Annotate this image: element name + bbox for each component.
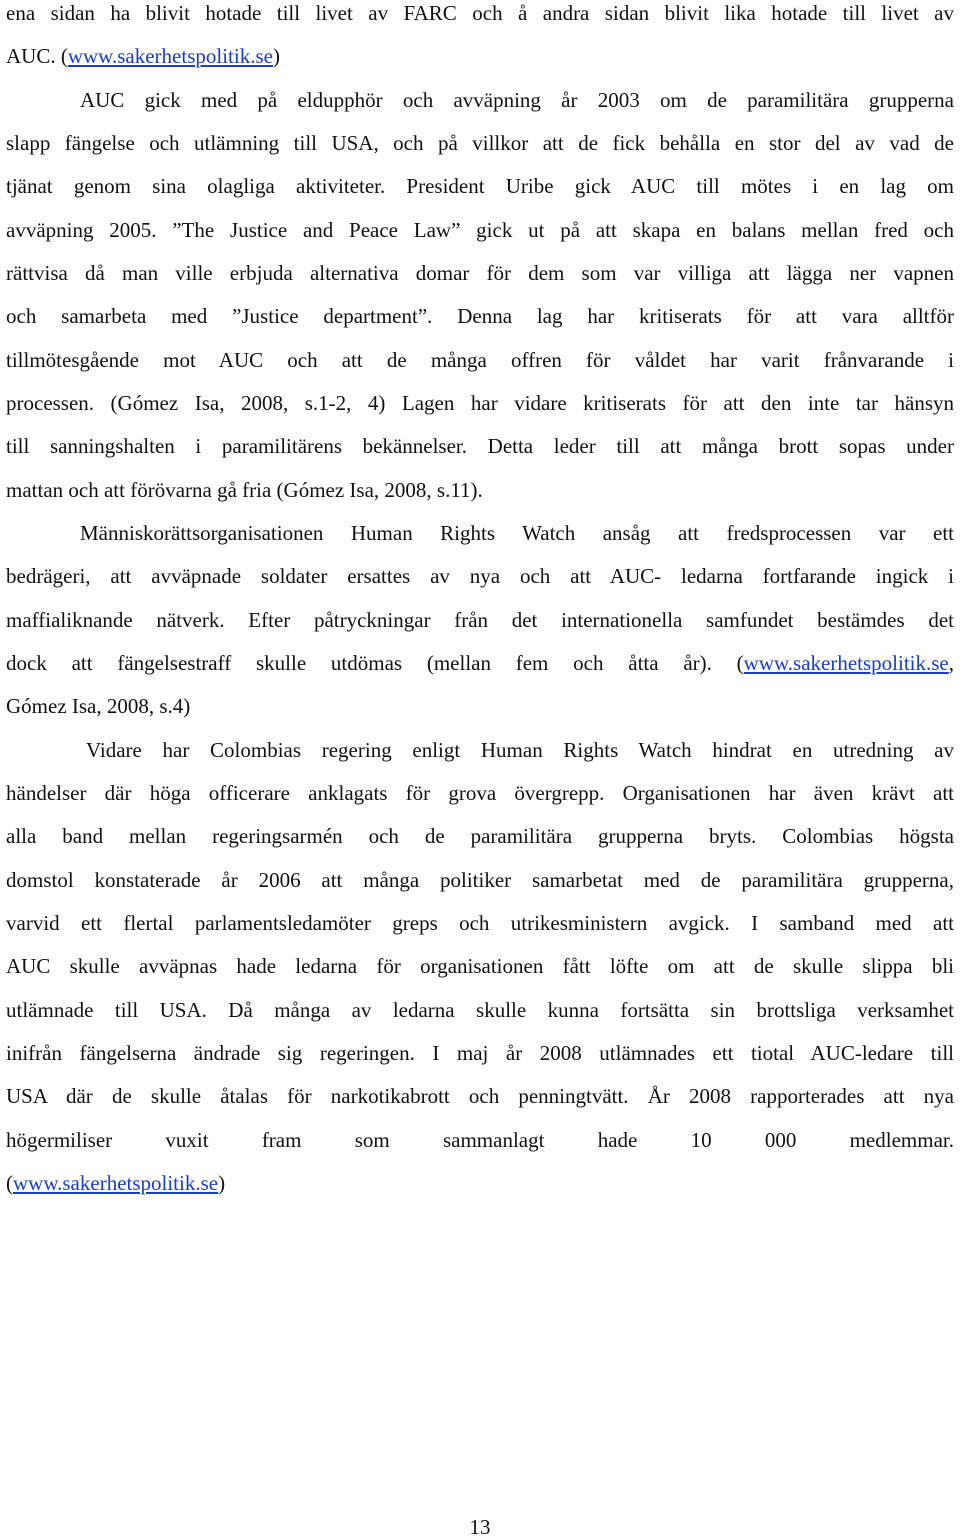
text-line: till sanningshalten i paramilitärens bekännelser. Detta leder till att många brott sopas under bbox=[6, 434, 954, 458]
text-span: AUC. ( bbox=[6, 44, 68, 68]
text-line: maffialiknande nätverk. Efter påtryckningar från det internationella samfundet bestämdes det bbox=[6, 608, 954, 632]
text-line: USA där de skulle åtalas för narkotikabrott och penningtvätt. År 2008 rapporterades att nya bbox=[6, 1084, 954, 1108]
text-line: tjänat genom sina olagliga aktiviteter. President Uribe gick AUC till mötes i en lag om bbox=[6, 174, 954, 198]
text-line: inifrån fängelserna ändrade sig regeringen. I maj år 2008 utlämnades ett tiotal AUC-ledare till bbox=[6, 1041, 954, 1065]
text-span: ( bbox=[6, 1171, 13, 1195]
text-line: rättvisa då man ville erbjuda alternativa domar för dem som var villiga att lägga ner vapnen bbox=[6, 261, 954, 285]
text-line: och samarbeta med ”Justice department”. Denna lag har kritiserats för att vara alltför bbox=[6, 304, 954, 328]
source-link[interactable]: www.sakerhetspolitik.se bbox=[743, 651, 949, 675]
text-line: mattan och att förövarna gå fria (Gómez Isa, 2008, s.11). bbox=[6, 478, 483, 502]
text-line: slapp fängelse och utlämning till USA, och på villkor att de fick behålla en stor del av vad de bbox=[6, 131, 954, 155]
paragraph-first-line: Vidare har Colombias regering enligt Human Rights Watch hindrat en utredning av bbox=[86, 738, 954, 762]
text-line: högermiliser vuxit fram som sammanlagt hade 10 000 medlemmar. bbox=[6, 1128, 954, 1152]
paragraph-first-line: Människorättsorganisationen Human Rights Watch ansåg att fredsprocessen var ett bbox=[80, 521, 954, 545]
text-span: ) bbox=[272, 44, 280, 68]
text-line: Gómez Isa, 2008, s.4) bbox=[6, 694, 191, 718]
text-line: ena sidan ha blivit hotade till livet av FARC och å andra sidan blivit lika hotade till livet av bbox=[6, 1, 954, 25]
paragraph-first-line: AUC gick med på eldupphör och avväpning år 2003 om de paramilitära grupperna bbox=[80, 88, 954, 112]
text-line bbox=[6, 650, 954, 676]
text-line: domstol konstaterade år 2006 att många politiker samarbetat med de paramilitära grupperna, bbox=[6, 868, 954, 892]
text-line: AUC skulle avväpnas hade ledarna för organisationen fått löfte om att de skulle slippa bli bbox=[6, 954, 954, 978]
text-line: händelser där höga officerare anklagats för grova övergrepp. Organisationen har även krävt att bbox=[6, 781, 954, 805]
source-link[interactable]: www.sakerhetspolitik.se bbox=[67, 44, 273, 68]
text-line bbox=[6, 1170, 954, 1196]
text-span: ) bbox=[218, 1171, 226, 1195]
text-span: , bbox=[948, 651, 954, 675]
text-line: avväpning 2005. ”The Justice and Peace Law” gick ut på att skapa en balans mellan fred och bbox=[6, 218, 954, 242]
text-line: processen. (Gómez Isa, 2008, s.1-2, 4) Lagen har vidare kritiserats för att den inte tar hänsyn bbox=[6, 391, 954, 415]
text-line bbox=[6, 43, 954, 69]
text-span: dock att fängelsestraff skulle utdömas (mellan fem och åtta år). ( bbox=[6, 651, 744, 675]
text-line: tillmötesgående mot AUC och att de många offren för våldet har varit frånvarande i bbox=[6, 348, 954, 372]
page-number: 13 bbox=[469, 1515, 491, 1539]
text-line: alla band mellan regeringsarmén och de paramilitära grupperna bryts. Colombias högsta bbox=[6, 824, 954, 848]
source-link[interactable]: www.sakerhetspolitik.se bbox=[13, 1171, 219, 1195]
text-line: bedrägeri, att avväpnade soldater ersattes av nya och att AUC- ledarna fortfarande ingick i bbox=[6, 564, 954, 588]
text-line: utlämnade till USA. Då många av ledarna skulle kunna fortsätta sin brottsliga verksamhet bbox=[6, 998, 954, 1022]
text-line: varvid ett flertal parlamentsledamöter greps och utrikesministern avgick. I samband med att bbox=[6, 911, 954, 935]
